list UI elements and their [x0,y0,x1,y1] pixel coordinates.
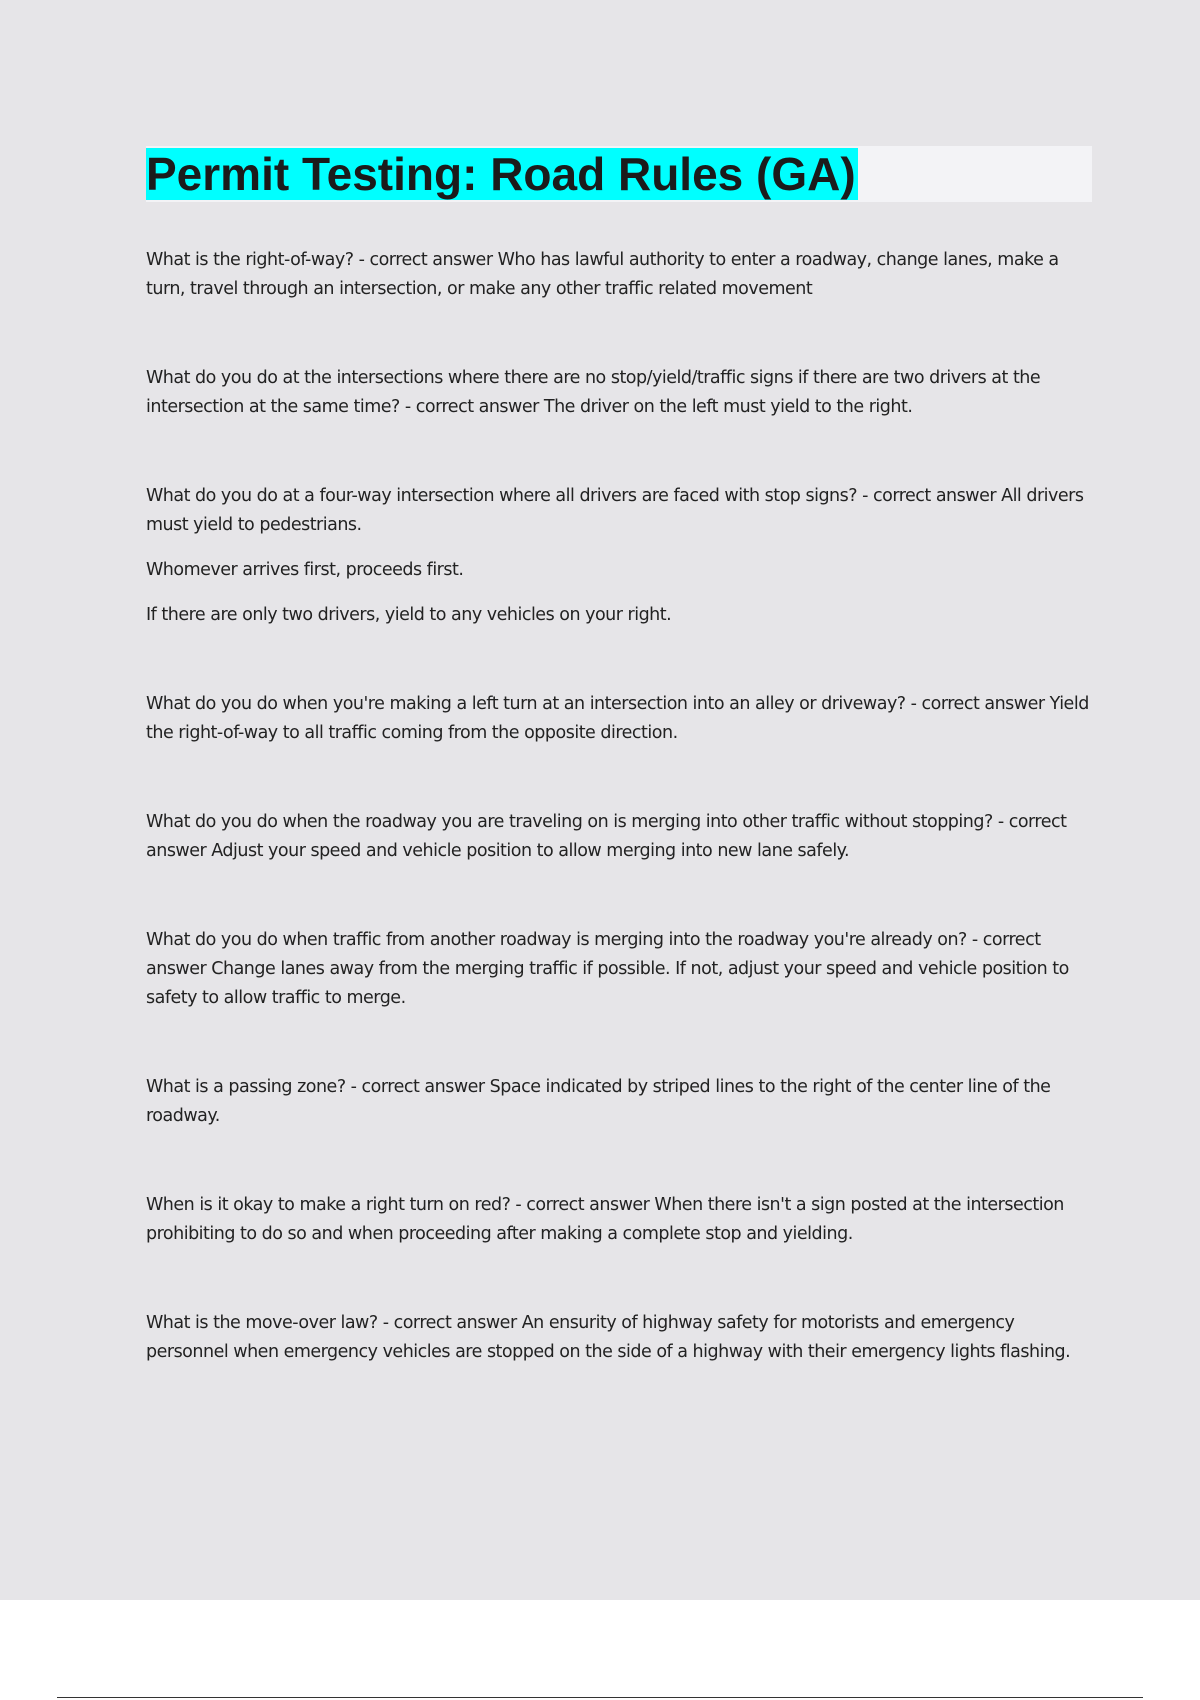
qa-text-continued: Whomever arrives first, proceeds first. [146,560,464,580]
qa-text: What is the right-of-way? - correct answer Who has lawful authority to enter a roadway, change lanes, make a turn, travel through an intersection, or make any other traffic related movement [146,250,1059,299]
footer-divider [57,1697,1143,1698]
qa-text: When is it okay to make a right turn on red? - correct answer When there isn't a sign posted at the intersection prohibiting to do so and when proceeding after making a complete stop and yielding. [146,1195,1064,1244]
qa-text: What is the move-over law? - correct answer An ensurity of highway safety for motorists and emergency personnel when emergency vehicles are stopped on the side of a highway with their emergency lights flashing. [146,1313,1071,1362]
qa-item [146,1309,1091,1367]
qa-item [146,926,1091,1013]
qa-item [146,1191,1091,1249]
qa-item [146,246,1091,304]
qa-text: What do you do at a four-way intersection where all drivers are faced with stop signs? - correct answer All drivers must yield to pedestrians. [146,486,1084,535]
qa-text: What do you do when the roadway you are traveling on is merging into other traffic without stopping? - correct answer Adjust your speed and vehicle position to allow merging into new lane safely. [146,812,1067,861]
qa-item [146,1073,1091,1131]
qa-item [146,808,1091,866]
qa-item [146,690,1091,748]
qa-list [146,246,1091,1427]
qa-item [146,364,1091,422]
qa-item [146,482,1091,630]
qa-text: What do you do when traffic from another roadway is merging into the roadway you're already on? - correct answer Change lanes away from the merging traffic if possible. If not, adjust your speed and vehicle position to safety to allow traffic to merge. [146,930,1069,1008]
qa-text: What do you do when you're making a left turn at an intersection into an alley or driveway? - correct answer Yield the right-of-way to all traffic coming from the opposite direction. [146,694,1089,743]
title-highlight: Permit Testing: Road Rules (GA) [146,148,856,200]
qa-text-continued: If there are only two drivers, yield to any vehicles on your right. [146,605,672,625]
qa-text: What is a passing zone? - correct answer Space indicated by striped lines to the right of the center line of the roadway. [146,1077,1051,1126]
document-title [146,146,860,202]
qa-text: What do you do at the intersections where there are no stop/yield/traffic signs if there are two drivers at the intersection at the same time? - correct answer The driver on the left must yield to the right. [146,368,1041,417]
